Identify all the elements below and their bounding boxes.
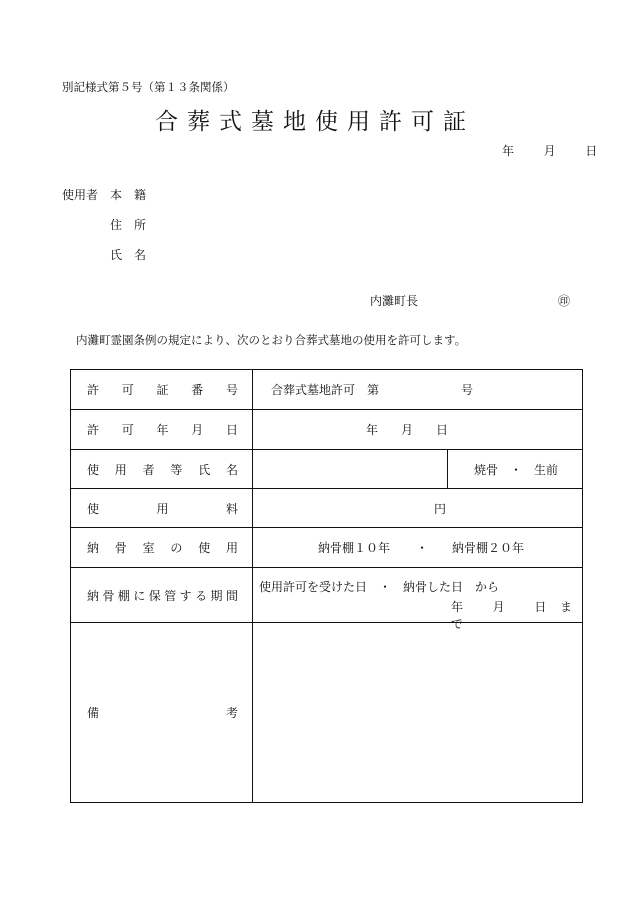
burial-status-options: 焼骨 ・ 生前 bbox=[473, 462, 558, 477]
label-char: 骨 bbox=[102, 588, 115, 603]
label-char: 使 bbox=[198, 541, 211, 555]
end-day: 日 bbox=[534, 600, 547, 614]
user-names-field[interactable] bbox=[253, 450, 447, 488]
label-char: 氏 bbox=[198, 462, 211, 477]
label-char: 証 bbox=[156, 383, 169, 397]
row-label-remarks bbox=[71, 623, 252, 802]
label-char: す bbox=[179, 588, 192, 603]
row-label-permit-date bbox=[71, 410, 252, 449]
label-char: 棚 bbox=[117, 588, 130, 603]
label-char: の bbox=[170, 541, 183, 555]
label-char: 期 bbox=[210, 588, 223, 603]
permit-table bbox=[70, 369, 583, 803]
user-address-label: 住所 bbox=[110, 218, 159, 232]
label-char: 料 bbox=[225, 501, 238, 516]
row-label-ossuary-usage bbox=[71, 528, 252, 567]
row-label-fee bbox=[71, 489, 252, 527]
permit-date-day: 日 bbox=[436, 423, 449, 437]
label-char: 使 bbox=[87, 501, 100, 516]
label-char: 年 bbox=[156, 423, 169, 437]
label-char: る bbox=[195, 588, 208, 603]
remarks-field[interactable] bbox=[253, 623, 584, 802]
label-char: 許 bbox=[87, 383, 100, 397]
row-label-user-names bbox=[71, 450, 252, 488]
label-char: 月 bbox=[191, 423, 204, 437]
end-month: 月 bbox=[492, 600, 505, 614]
row-label-storage-period bbox=[71, 568, 252, 622]
label-char: 番 bbox=[191, 383, 204, 397]
issuer-mayor: 内灘町長 bbox=[370, 294, 419, 308]
label-char: 用 bbox=[156, 501, 169, 516]
burial-status-field[interactable] bbox=[448, 450, 584, 488]
label-char: 間 bbox=[225, 588, 238, 603]
label-char: 用 bbox=[114, 462, 127, 477]
user-heading: 使用者 bbox=[62, 188, 99, 202]
label-char: 使 bbox=[87, 462, 100, 477]
permit-date-field[interactable] bbox=[253, 410, 584, 449]
row-label-permit-number bbox=[71, 370, 252, 409]
until-label: まで bbox=[451, 600, 573, 631]
label-char: 者 bbox=[142, 462, 155, 477]
user-honseki-label: 本籍 bbox=[110, 188, 159, 202]
permit-number-prefix: 合葬式墓地許可 第 bbox=[271, 383, 380, 397]
permit-number-field[interactable] bbox=[253, 370, 584, 409]
label-char: 納 bbox=[87, 588, 100, 603]
label-char: 考 bbox=[225, 706, 238, 720]
ossuary-option-10y: 納骨棚１０年 bbox=[318, 541, 391, 555]
permit-statement: 内灘町霊園条例の規定により、次のとおり合葬式墓地の使用を許可します。 bbox=[76, 333, 467, 347]
storage-period-field[interactable] bbox=[253, 568, 584, 631]
label-char: 保 bbox=[148, 588, 161, 603]
user-name-label: 氏名 bbox=[110, 248, 159, 262]
label-char: 室 bbox=[142, 541, 155, 555]
label-char: 許 bbox=[87, 423, 100, 437]
ossuary-usage-field[interactable] bbox=[253, 528, 584, 567]
option-separator: ・ bbox=[416, 541, 429, 555]
label-char: 用 bbox=[225, 541, 238, 555]
date-year-label: 年 bbox=[502, 144, 515, 158]
label-char: 可 bbox=[121, 383, 134, 397]
fee-field[interactable] bbox=[253, 489, 584, 527]
label-char: 管 bbox=[164, 588, 177, 603]
form-number: 別記様式第５号（第１３条関係） bbox=[62, 80, 235, 94]
seal-mark: ㊞ bbox=[558, 294, 571, 308]
issue-date bbox=[502, 142, 597, 159]
date-day-label: 日 bbox=[585, 144, 598, 158]
permit-date-month: 月 bbox=[401, 423, 414, 437]
label-char: 骨 bbox=[114, 541, 127, 555]
end-year: 年 bbox=[451, 600, 464, 614]
label-char: 備 bbox=[87, 706, 100, 720]
label-char: 日 bbox=[225, 423, 238, 437]
permit-number-suffix: 号 bbox=[461, 383, 474, 397]
storage-period-start: 使用許可を受けた日 ・ 納骨した日 から bbox=[259, 580, 500, 594]
label-char: 号 bbox=[225, 383, 238, 397]
permit-date-year: 年 bbox=[366, 423, 379, 437]
fee-unit: 円 bbox=[434, 501, 447, 516]
label-char: に bbox=[133, 588, 146, 603]
date-month-label: 月 bbox=[543, 144, 556, 158]
ossuary-option-20y: 納骨棚２０年 bbox=[452, 541, 525, 555]
label-char: 可 bbox=[121, 423, 134, 437]
label-char: 等 bbox=[170, 462, 183, 477]
label-char: 納 bbox=[87, 541, 100, 555]
label-char: 名 bbox=[225, 462, 238, 477]
document-title: 合葬式墓地使用許可証 bbox=[155, 109, 475, 135]
